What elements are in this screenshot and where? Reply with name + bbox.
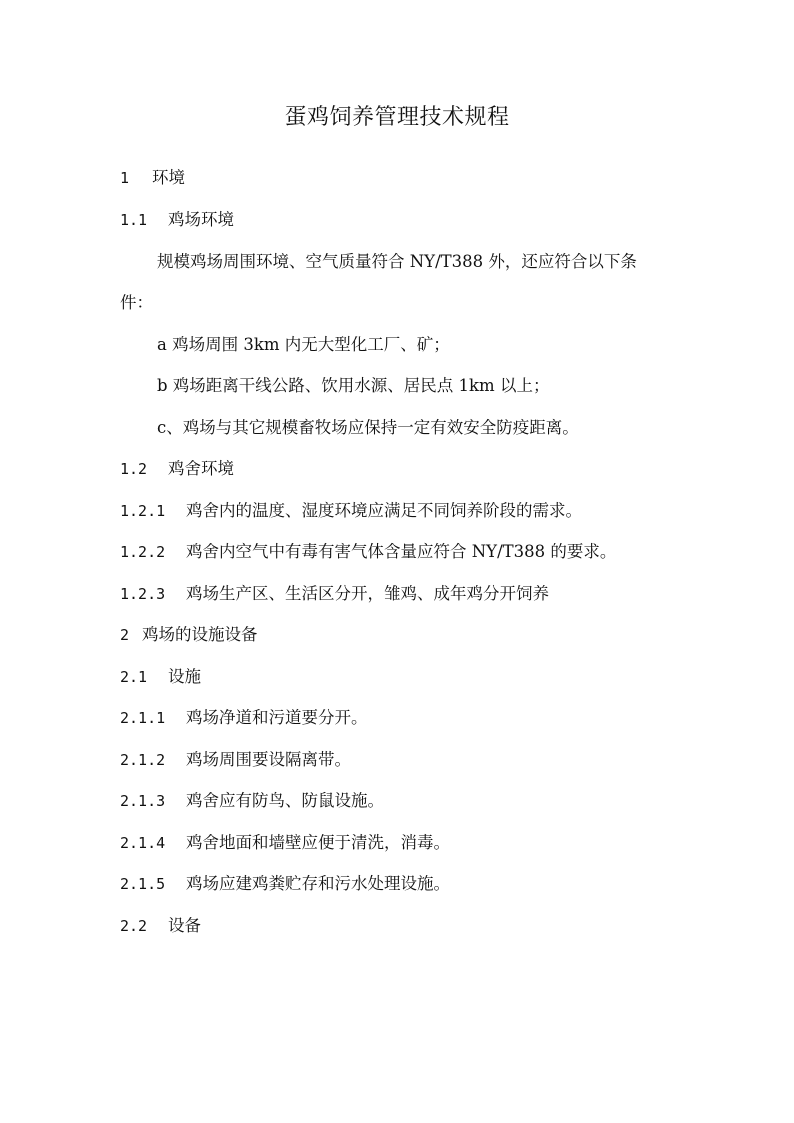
clause-1-2-3 — [120, 582, 549, 606]
heading-number: 2 — [120, 626, 130, 644]
heading-number: 1.2 — [120, 460, 148, 478]
clause-2-1-2 — [120, 748, 351, 772]
heading-2-1 — [120, 665, 201, 689]
heading-text: 设备 — [168, 916, 201, 935]
clause-2-1-5 — [120, 872, 450, 896]
clause-text: 鸡舍地面和墙壁应便于清洗，消毒。 — [186, 833, 450, 852]
clause-text: 鸡场周围要设隔离带。 — [186, 750, 351, 769]
document-title: 蛋鸡饲养管理技术规程 — [284, 105, 510, 130]
clause-number: 1.2.1 — [120, 502, 166, 520]
list-item: a 鸡场周围 3km 内无大型化工厂、矿； — [157, 335, 450, 354]
heading-1-1 — [120, 208, 234, 232]
clause-text: 鸡舍内空气中有毒有害气体含量应符合 NY/T388 的要求。 — [186, 542, 617, 561]
clause-2-1-1 — [120, 706, 368, 730]
clause-number: 2.1.3 — [120, 792, 166, 810]
clause-text: 鸡场生产区、生活区分开，雏鸡、成年鸡分开饲养 — [186, 584, 549, 603]
clause-number: 1.2.3 — [120, 585, 166, 603]
clause-number: 2.1.2 — [120, 751, 166, 769]
heading-text: 环境 — [152, 168, 185, 187]
clause-1-2-2 — [120, 540, 616, 564]
list-item: c、鸡场与其它规模畜牧场应保持一定有效安全防疫距离。 — [157, 418, 579, 437]
heading-text: 设施 — [168, 667, 201, 686]
heading-text: 鸡场的设施设备 — [142, 625, 258, 644]
clause-2-1-3 — [120, 789, 384, 813]
clause-text: 鸡场净道和污道要分开。 — [186, 708, 368, 727]
heading-number: 1 — [120, 169, 130, 187]
clause-number: 2.1.4 — [120, 834, 166, 852]
clause-2-1-4 — [120, 831, 450, 855]
clause-number: 2.1.5 — [120, 875, 166, 893]
heading-number: 2.1 — [120, 668, 148, 686]
clause-text: 鸡舍应有防鸟、防鼠设施。 — [186, 791, 384, 810]
clause-text: 鸡场应建鸡粪贮存和污水处理设施。 — [186, 874, 450, 893]
heading-1 — [120, 166, 185, 190]
clause-1-2-1 — [120, 499, 582, 523]
heading-text: 鸡场环境 — [168, 210, 234, 229]
clause-number: 1.2.2 — [120, 543, 166, 561]
heading-2 — [120, 623, 258, 647]
heading-number: 1.1 — [120, 211, 148, 229]
paragraph-line: 件： — [120, 293, 153, 312]
heading-text: 鸡舍环境 — [168, 459, 234, 478]
heading-2-2 — [120, 914, 201, 938]
clause-text: 鸡舍内的温度、湿度环境应满足不同饲养阶段的需求。 — [186, 501, 582, 520]
heading-number: 2.2 — [120, 917, 148, 935]
list-item: b 鸡场距离干线公路、饮用水源、居民点 1km 以上； — [157, 376, 550, 395]
heading-1-2 — [120, 457, 234, 481]
paragraph-line: 规模鸡场周围环境、空气质量符合 NY/T388 外，还应符合以下条 — [157, 252, 637, 271]
clause-number: 2.1.1 — [120, 709, 166, 727]
